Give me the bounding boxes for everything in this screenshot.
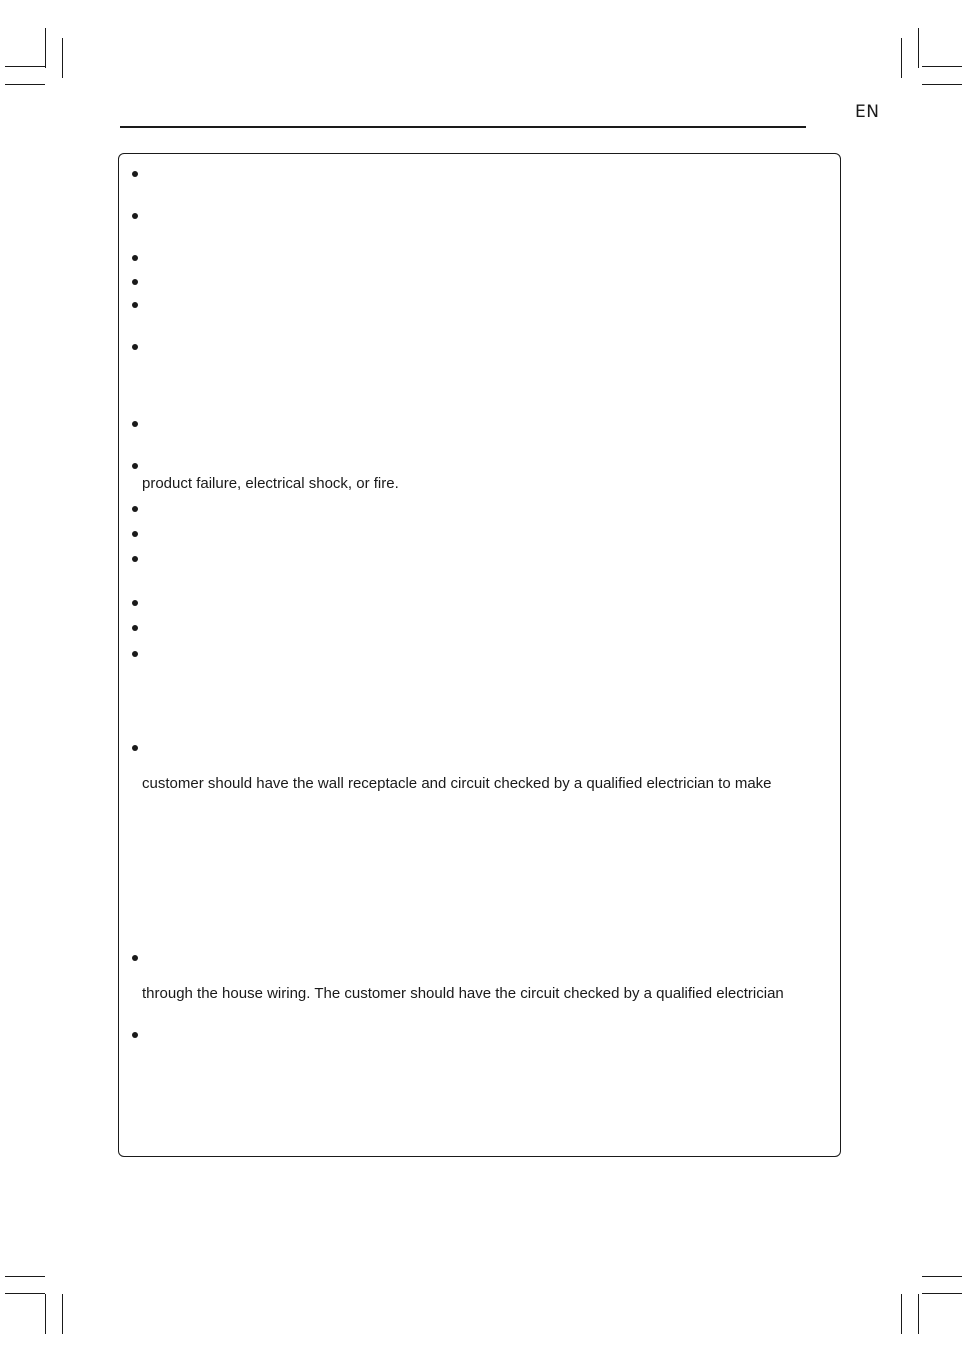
notice-box xyxy=(118,153,841,1157)
bullet xyxy=(132,1032,138,1038)
crop-mark xyxy=(5,1293,45,1294)
bullet xyxy=(132,302,138,308)
bullet xyxy=(132,506,138,512)
crop-mark xyxy=(918,1294,919,1334)
crop-mark xyxy=(901,38,902,78)
bullet xyxy=(132,421,138,427)
crop-mark xyxy=(922,84,962,85)
crop-mark xyxy=(901,1294,902,1334)
bullet xyxy=(132,625,138,631)
header-rule xyxy=(120,126,806,128)
notice-text-line: customer should have the wall receptacle and circuit checked by a qualified electrician to make xyxy=(142,775,772,792)
crop-mark xyxy=(918,28,919,68)
notice-text-line: through the house wiring. The customer should have the circuit checked by a qualified electrician xyxy=(142,985,784,1002)
crop-mark xyxy=(922,1293,962,1294)
crop-mark xyxy=(5,66,45,67)
bullet xyxy=(132,171,138,177)
bullet xyxy=(132,531,138,537)
crop-mark xyxy=(922,66,962,67)
bullet xyxy=(132,279,138,285)
crop-mark xyxy=(62,1294,63,1334)
bullet xyxy=(132,344,138,350)
bullet xyxy=(132,463,138,469)
bullet xyxy=(132,213,138,219)
notice-text-line: product failure, electrical shock, or fire. xyxy=(142,475,399,492)
bullet xyxy=(132,745,138,751)
crop-mark xyxy=(45,28,46,68)
crop-mark xyxy=(62,38,63,78)
bullet xyxy=(132,255,138,261)
crop-mark xyxy=(5,84,45,85)
crop-mark xyxy=(922,1276,962,1277)
bullet xyxy=(132,556,138,562)
crop-mark xyxy=(5,1276,45,1277)
crop-mark xyxy=(45,1294,46,1334)
bullet xyxy=(132,600,138,606)
bullet xyxy=(132,651,138,657)
language-code: EN xyxy=(855,102,880,122)
bullet xyxy=(132,955,138,961)
